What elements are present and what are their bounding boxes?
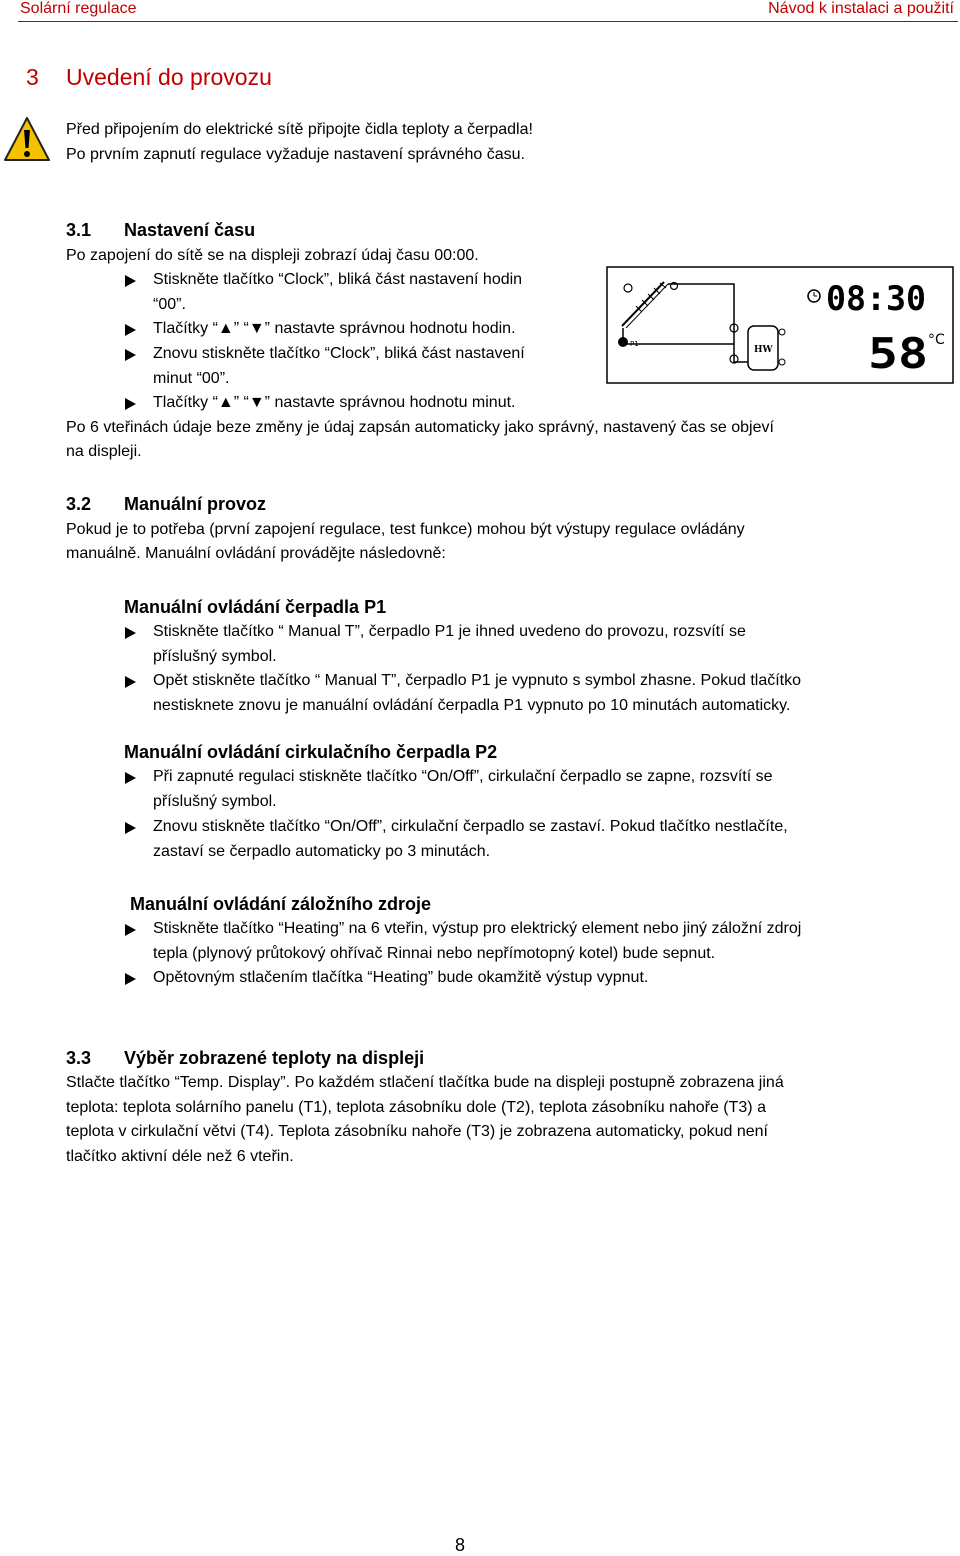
list-item-text: Opět stiskněte tlačítko “ Manual T”, čerpadlo P1 je vypnuto s symbol zhasne. Pokud tlačítko xyxy=(153,672,802,689)
header-right: Návod k instalaci a použití xyxy=(768,0,954,17)
subsection-number: 3.1 xyxy=(66,220,92,240)
list-item-text: Tlačítky “▲” “▼” nastavte správnou hodnotu minut. xyxy=(153,394,516,411)
bullet-arrow-icon xyxy=(125,275,136,287)
list-item-text: “00”. xyxy=(153,295,186,313)
subsection-title: Výběr zobrazené teploty na displeji xyxy=(124,1048,425,1068)
bullet-arrow-icon xyxy=(125,822,136,834)
list-item-text: Při zapnuté regulaci stiskněte tlačítko “On/Off”, cirkulační čerpadlo se zapne, rozsvítí se xyxy=(153,768,773,785)
subsection-heading-3-2 xyxy=(66,492,266,516)
subsection-heading-3-3 xyxy=(66,1046,424,1070)
group-heading-backup: Manuální ovládání záložního zdroje xyxy=(130,894,432,914)
s33-line-2: teplota: teplota solárního panelu (T1), teplota zásobníku dole (T2), teplota zásobníku nahoře (T3) a xyxy=(66,1099,766,1116)
s31-after-line-1: Po 6 vteřinách údaje beze změny je údaj zapsán automaticky jako správný, nastavený čas se objeví xyxy=(66,419,774,436)
list-item xyxy=(153,669,801,718)
warning-line-1: Před připojením do elektrické sítě připojte čidla teploty a čerpadla! xyxy=(66,121,533,138)
section-title: Uvedení do provozu xyxy=(66,64,272,90)
warning-icon xyxy=(3,116,51,162)
list-item xyxy=(153,815,788,864)
list-item-text: Znovu stiskněte tlačítko “Clock”, bliká část nastavení xyxy=(153,345,525,362)
header-rule xyxy=(18,21,958,22)
s31-after-line-2: na displeji. xyxy=(66,443,142,460)
lcd-display-illustration xyxy=(606,266,954,384)
lcd-unit: °C xyxy=(928,332,945,348)
header-left: Solární regulace xyxy=(20,0,137,17)
list-item-text: Znovu stiskněte tlačítko “On/Off”, cirkulační čerpadlo se zastaví. Pokud tlačítko nestlačíte, xyxy=(153,818,788,835)
list-item xyxy=(153,620,746,669)
bullet-arrow-icon xyxy=(125,324,136,336)
section-heading xyxy=(26,64,272,91)
list-item-text: příslušný symbol. xyxy=(153,647,277,665)
bullet-arrow-icon xyxy=(125,772,136,784)
lcd-temperature: 58 xyxy=(868,329,928,378)
lcd-time: 08:30 xyxy=(826,279,926,319)
group-heading-p2: Manuální ovládání cirkulačního čerpadla P2 xyxy=(124,742,498,762)
list-item-text: Stiskněte tlačítko “Clock”, bliká část nastavení hodin xyxy=(153,271,523,288)
bullet-arrow-icon xyxy=(125,973,136,985)
list-item xyxy=(153,268,522,317)
subsection-title: Nastavení času xyxy=(124,220,256,240)
page-number: 8 xyxy=(455,1535,466,1555)
s31-intro: Po zapojení do sítě se na displeji zobrazí údaj času 00:00. xyxy=(66,247,479,264)
list-item xyxy=(153,966,648,991)
bullet-arrow-icon xyxy=(125,676,136,688)
s33-line-3: teplota v cirkulační větvi (T4). Teplota zásobníku nahoře (T3) je zobrazena automaticky, pokud není xyxy=(66,1123,768,1140)
list-item xyxy=(153,917,801,966)
s33-line-1: Stlačte tlačítko “Temp. Display”. Po každém stlačení tlačítka bude na displeji postupně zobrazena jiná xyxy=(66,1074,784,1091)
section-number: 3 xyxy=(26,64,39,90)
subsection-number: 3.2 xyxy=(66,494,92,514)
subsection-title: Manuální provoz xyxy=(124,494,267,514)
pump-label: P1 xyxy=(630,340,639,348)
warning-line-2: Po prvním zapnutí regulace vyžaduje nastavení správného času. xyxy=(66,146,525,163)
tank-label: HW xyxy=(754,345,773,355)
list-item-text: zastaví se čerpadlo automaticky po 3 minutách. xyxy=(153,842,491,860)
list-item xyxy=(153,342,525,391)
list-item xyxy=(153,317,516,342)
s33-line-4: tlačítko aktivní déle než 6 vteřin. xyxy=(66,1148,294,1165)
bullet-arrow-icon xyxy=(125,349,136,361)
list-item xyxy=(153,765,773,814)
list-item-text: Stiskněte tlačítko “Heating” na 6 vteřin, výstup pro elektrický element nebo jiný záložní zdroj xyxy=(153,920,802,937)
list-item-text: nestisknete znovu je manuální ovládání čerpadla P1 vypnuto po 10 minutách automaticky. xyxy=(153,696,791,714)
list-item-text: Tlačítky “▲” “▼” nastavte správnou hodnotu hodin. xyxy=(153,320,516,337)
list-item-text: Opětovným stlačením tlačítka “Heating” bude okamžitě výstup vypnut. xyxy=(153,969,649,986)
list-item-text: příslušný symbol. xyxy=(153,792,277,810)
list-item-text: Stiskněte tlačítko “ Manual T”, čerpadlo P1 je ihned uvedeno do provozu, rozsvítí se xyxy=(153,623,746,640)
s32-intro-1: Pokud je to potřeba (první zapojení regulace, test funkce) mohou být výstupy regulace ovládány xyxy=(66,521,745,538)
list-item-text: minut “00”. xyxy=(153,369,230,387)
bullet-arrow-icon xyxy=(125,398,136,410)
list-item xyxy=(153,391,515,416)
list-item-text: tepla (plynový průtokový ohřívač Rinnai nebo nepřímotopný kotel) bude sepnut. xyxy=(153,944,716,962)
subsection-number: 3.3 xyxy=(66,1048,92,1068)
bullet-arrow-icon xyxy=(125,924,136,936)
group-heading-p1: Manuální ovládání čerpadla P1 xyxy=(124,597,387,617)
bullet-arrow-icon xyxy=(125,627,136,639)
s32-intro-2: manuálně. Manuální ovládání provádějte následovně: xyxy=(66,545,446,562)
subsection-heading-3-1 xyxy=(66,218,255,242)
